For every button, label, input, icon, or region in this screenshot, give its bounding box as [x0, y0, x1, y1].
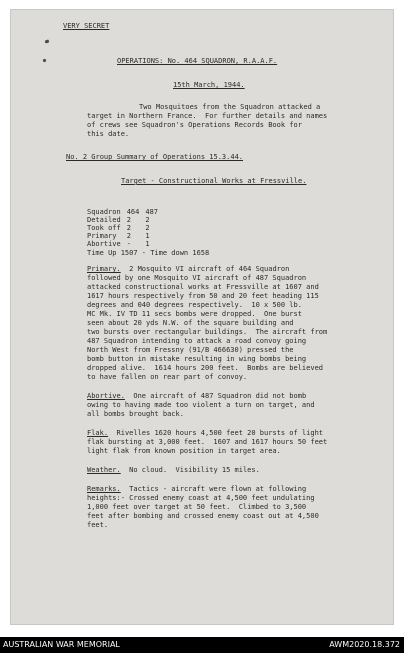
classification-stamp: VERY SECRET	[63, 22, 110, 30]
stats-cell: 2	[145, 216, 150, 224]
stats-cell: Primary	[87, 232, 117, 240]
remarks-line: heights:- Crossed enemy coast at 4,500 feet undulating	[87, 494, 315, 502]
primary-line: degrees and 040 degrees respectively. 10 x 500 lb.	[87, 301, 302, 309]
sortie-stats-table	[87, 208, 164, 248]
primary-first-line	[87, 265, 289, 274]
stats-row	[87, 224, 164, 232]
stats-row	[87, 240, 164, 248]
stats-row	[87, 208, 164, 216]
stats-cell: 2	[145, 224, 150, 232]
remarks-line: 1,000 feet over target at 50 feet. Climbed to 3,500	[87, 503, 307, 511]
primary-line: North West from Fressny (91/B 466630) pressed the	[87, 346, 294, 354]
remarks-line: feet.	[87, 521, 109, 529]
primary-line: 2 Mosquito VI aircraft of 464 Squadron	[129, 265, 290, 273]
stats-cell: 464	[126, 208, 140, 216]
intro-line: of crews see Squadron's Operations Records Book for	[87, 121, 302, 129]
abortive-label: Abortive.	[87, 392, 125, 400]
intro-line: Two Mosquitoes from the Squadron attacked a	[139, 103, 321, 111]
abortive-line: all bombs brought back.	[87, 410, 184, 418]
stats-cell: 2	[126, 224, 131, 232]
stats-cell: 2	[126, 232, 131, 240]
group-summary-heading: No. 2 Group Summary of Operations 15.3.44.	[66, 153, 244, 161]
stats-cell: Took off	[87, 224, 121, 232]
stats-cell: -	[126, 240, 131, 248]
flak-line: flak bursting at 3,000 feet. 1607 and 1617 hours 50 feet	[87, 438, 328, 446]
primary-line: MC Mk. IV TD 11 secs bombs were dropped. One burst	[87, 310, 302, 318]
document-page	[10, 9, 394, 625]
flak-label: Flak.	[87, 429, 109, 437]
remarks-label: Remarks.	[87, 485, 121, 493]
abortive-first-line	[87, 392, 306, 401]
primary-line: 487 Squadron intending to attack a road convoy going	[87, 337, 307, 345]
remarks-first-line	[87, 485, 306, 494]
archive-footer-bar	[0, 637, 404, 653]
weather-line	[87, 466, 260, 475]
stats-row	[87, 232, 164, 240]
primary-label: Primary.	[87, 265, 121, 273]
primary-line: followed by one Mosquito VI aircraft of 487 Squadron	[87, 274, 307, 282]
intro-line: target in Northern France. For further details and names	[87, 112, 328, 120]
stats-cell: Detailed	[87, 216, 121, 224]
target-heading: Target - Constructional Works at Fressville.	[121, 177, 307, 185]
weather-text: No cloud. Visibility 15 miles.	[129, 466, 260, 474]
stats-cell: 2	[126, 216, 131, 224]
stats-cell: 1	[145, 240, 150, 248]
primary-line: seen about 20 yds N.W. of the square building and	[87, 319, 294, 327]
flak-line: light flak from known position in target area.	[87, 447, 281, 455]
remarks-line: feet after bombing and crossed enemy coast out at 4,500	[87, 512, 319, 520]
abortive-line: One aircraft of 487 Squadron did not bomb	[133, 392, 307, 400]
stats-row	[87, 216, 164, 224]
intro-line: this date.	[87, 130, 130, 138]
archive-reference: AWM2020.18.372	[329, 640, 400, 649]
time-up-down: Time Up 1507 - Time down 1658	[87, 249, 210, 257]
primary-line: to have fallen on rear part of convoy.	[87, 373, 248, 381]
flak-line: Rivelles 1620 hours 4,500 feet 20 bursts of light	[116, 429, 324, 437]
report-title: OPERATIONS: No. 464 SQUADRON, R.A.A.F.	[117, 57, 278, 65]
primary-line: bomb button in mistake resulting in wing bombs being	[87, 355, 307, 363]
typed-report	[11, 10, 393, 624]
weather-label: Weather.	[87, 466, 121, 474]
flak-first-line	[87, 429, 323, 438]
primary-line: dropped alive. 1614 hours 200 feet. Bombs are believed	[87, 364, 324, 372]
stats-cell: 487	[145, 208, 159, 216]
report-date: 15th March, 1944.	[173, 81, 245, 89]
primary-line: two bursts over rectangular buildings. The aircraft from	[87, 328, 328, 336]
primary-line: attacked constructional works at Fressville at 1607 and	[87, 283, 319, 291]
stats-cell: Squadron	[87, 208, 121, 216]
primary-line: 1617 hours respectively from 50 and 20 feet heading 115	[87, 292, 319, 300]
archive-name: AUSTRALIAN WAR MEMORIAL	[3, 640, 120, 649]
stats-cell: Abortive	[87, 240, 121, 248]
abortive-line: owing to having made too violent a turn on target, and	[87, 401, 315, 409]
stats-cell: 1	[145, 232, 150, 240]
remarks-line: Tactics - aircraft were flown at following	[129, 485, 307, 493]
